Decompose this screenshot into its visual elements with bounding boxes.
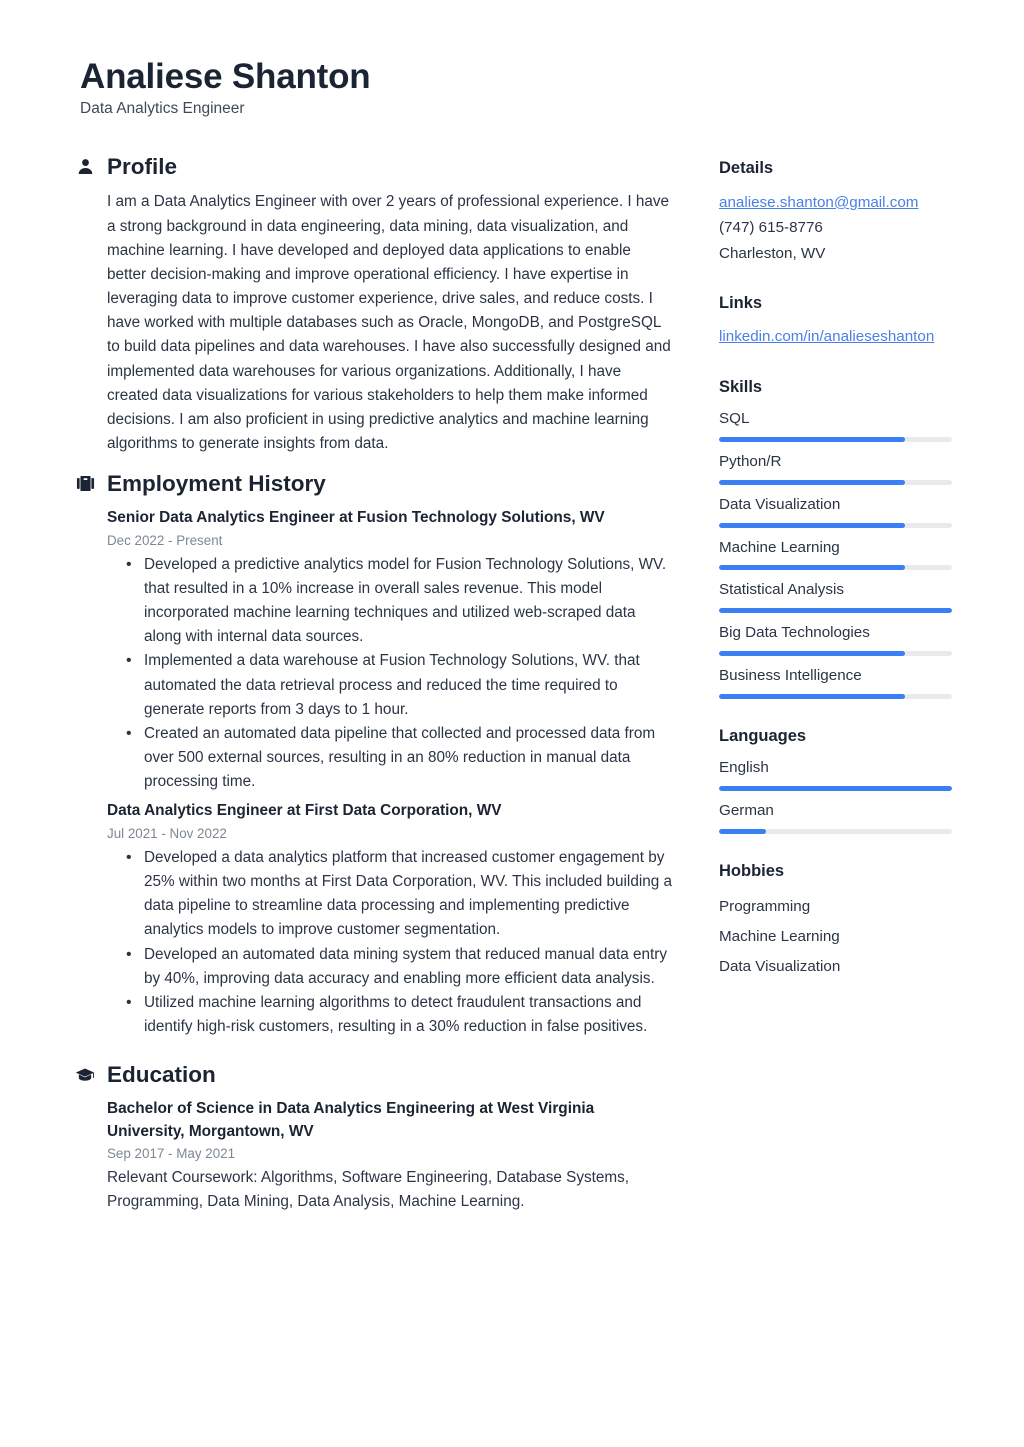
sidebar-details [719, 158, 952, 266]
section-profile [74, 153, 672, 456]
section-profile-body [74, 190, 672, 456]
skill-meter-track [719, 651, 952, 656]
sidebar-skills-title: Skills [719, 377, 763, 396]
employment-entry-title: Data Analytics Engineer at First Data Corporation, WV [107, 802, 502, 820]
skill-label: Data Visualization [719, 495, 841, 513]
skill-label: Business Intelligence [719, 667, 862, 685]
email-link[interactable]: analiese.shanton@gmail.com [719, 193, 919, 211]
language-meter-track [719, 786, 952, 791]
education-entry-description: Relevant Coursework: Algorithms, Software Engineering, Database Systems, Programming, Data Mining, Data Analysis, Machine Learning. [107, 1169, 630, 1211]
skill-meter-fill [719, 651, 905, 656]
hobby-item: Data Visualization [719, 958, 841, 976]
hobby-item: Machine Learning [719, 928, 840, 946]
person-icon [74, 156, 96, 178]
location-text: Charleston, WV [719, 244, 826, 262]
profile-text: I am a Data Analytics Engineer with over 2 years of professional experience. I have a strong background in data engineering, data mining, data visualization, and machine learning. I have developed and deployed data applications to enable better decision-making and improve operational efficiency. I have expertise in leveraging data to improve customer experience, drive sales, and reduce costs. I have worked with multiple databases such as Oracle, MongoDB, and PostgreSQL to build data pipelines and data warehouses. I have also successfully designed and implemented data warehouses for various organizations. Additionally, I have created data visualizations for various stakeholders to help them make informed decisions. I am also proficient in using predictive analytics and machine learning algorithms to generate insights from data. [107, 193, 671, 452]
hobby-item: Programming [719, 898, 811, 916]
skill-meter-track [719, 523, 952, 528]
phone-text: (747) 615-8776 [719, 219, 823, 237]
skill-meter-track [719, 565, 952, 570]
skill-row [719, 622, 952, 656]
skill-meter-fill [719, 565, 905, 570]
linkedin-link[interactable]: linkedin.com/in/analieseshanton [719, 328, 935, 346]
skill-meter-track [719, 437, 952, 442]
skill-meter-track [719, 694, 952, 699]
sidebar-hobbies-title: Hobbies [719, 861, 785, 880]
skill-row [719, 665, 952, 699]
language-label: English [719, 759, 769, 777]
skill-meter-fill [719, 480, 905, 485]
bullet-item: • Developed an automated data mining system that reduced manual data entry by 40%, improving data accuracy and enabling more efficient data analysis. [144, 943, 672, 991]
bullet-item: • Developed a predictive analytics model for Fusion Technology Solutions, WV. that resulted in a 10% increase in overall sales revenue. This model incorporated machine learning techniques and utilized web-scraped data along with internal data sources. [144, 553, 672, 650]
section-profile-title: Profile [107, 154, 178, 180]
bullet-item: • Utilized machine learning algorithms to detect fraudulent transactions and identify high-risk customers, resulting in a 30% reduction in false positives. [144, 991, 672, 1039]
employment-entry [107, 800, 672, 1039]
section-education-header [74, 1061, 672, 1088]
employment-entry-date: Dec 2022 - Present [107, 532, 223, 548]
section-employment [74, 470, 672, 1039]
resume-columns [74, 153, 952, 1222]
skill-meter-track [719, 608, 952, 613]
section-employment-body [74, 507, 672, 1039]
bullet-item: • Developed a data analytics platform that increased customer engagement by 25% within two months at First Data Corporation, WV. This included building a data pipeline to streamline data processing and implementing predictive analytics models to improve customer segmentation. [144, 846, 672, 943]
section-education [74, 1061, 672, 1214]
language-meter-track [719, 829, 952, 834]
skill-meter-fill [719, 523, 905, 528]
skill-label: Big Data Technologies [719, 624, 870, 642]
skill-meter-track [719, 480, 952, 485]
section-education-body [74, 1098, 672, 1214]
bullet-item: • Implemented a data warehouse at Fusion Technology Solutions, WV. that automated the data retrieval process and reduced the time required to generate reports from 3 days to 1 hour. [144, 649, 672, 721]
language-row [719, 757, 952, 791]
sidebar-languages [719, 726, 952, 834]
education-entry-title: Bachelor of Science in Data Analytics Engineering at West Virginia University, Morgantown, WV [107, 1100, 595, 1140]
briefcase-icon [74, 473, 96, 495]
main-column [74, 153, 672, 1222]
skill-label: Python/R [719, 453, 782, 471]
skill-row [719, 579, 952, 613]
language-row [719, 800, 952, 834]
candidate-name: Analiese Shanton [80, 57, 371, 96]
section-profile-header [74, 153, 672, 180]
graduation-cap-icon [74, 1064, 96, 1086]
sidebar-links [719, 293, 952, 350]
sidebar-column [672, 153, 952, 1004]
bullet-item: • Created an automated data pipeline that collected and processed data from over 500 external sources, resulting in an 80% reduction in manual data processing time. [144, 722, 672, 794]
skill-label: Machine Learning [719, 538, 840, 556]
skill-row [719, 537, 952, 571]
section-employment-title: Employment History [107, 471, 326, 497]
sidebar-languages-title: Languages [719, 726, 807, 745]
language-meter-fill [719, 786, 952, 791]
employment-entry [107, 507, 672, 794]
skill-row [719, 494, 952, 528]
candidate-job-title: Data Analytics Engineer [80, 100, 245, 118]
skill-row [719, 451, 952, 485]
skill-label: Statistical Analysis [719, 581, 844, 599]
employment-entry-bullets [107, 553, 672, 795]
language-meter-fill [719, 829, 766, 834]
sidebar-links-title: Links [719, 294, 763, 312]
skill-meter-fill [719, 437, 905, 442]
skill-meter-fill [719, 694, 905, 699]
sidebar-details-title: Details [719, 159, 774, 178]
section-employment-header [74, 470, 672, 497]
section-education-title: Education [107, 1062, 216, 1088]
employment-entry-title: Senior Data Analytics Engineer at Fusion Technology Solutions, WV [107, 509, 605, 527]
skill-meter-fill [719, 608, 952, 613]
employment-entry-date: Jul 2021 - Nov 2022 [107, 825, 227, 841]
sidebar-hobbies [719, 861, 952, 982]
language-label: German [719, 802, 774, 820]
skill-row [719, 408, 952, 442]
education-entry [107, 1098, 672, 1214]
employment-entry-bullets [107, 846, 672, 1039]
sidebar-skills [719, 377, 952, 699]
resume-header [74, 56, 952, 119]
skill-label: SQL [719, 410, 750, 428]
education-entry-date: Sep 2017 - May 2021 [107, 1146, 236, 1162]
